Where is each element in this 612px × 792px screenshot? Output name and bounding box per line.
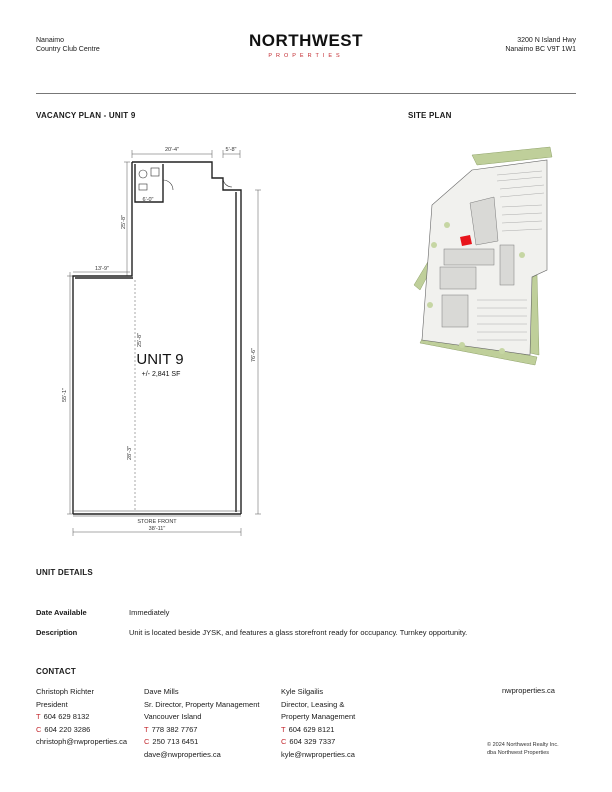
- site-plan-map: [402, 145, 562, 370]
- contact-role-line2: Vancouver Island: [144, 712, 202, 721]
- contact-phone-t: T 604 629 8132: [36, 712, 90, 721]
- unit-9-highlight: [460, 235, 472, 246]
- copyright-block: [487, 741, 559, 757]
- dim-mid-depth-a: 25'-8": [137, 332, 143, 348]
- vacancy-plan-title: VACANCY PLAN - UNIT 9: [36, 111, 136, 120]
- contact-phone-c: C 604 220 3286: [36, 724, 91, 734]
- copyright-text: © 2024 Northwest Realty Inc.: [487, 742, 559, 748]
- unit-area: +/- 2,841 SF: [141, 371, 181, 378]
- location-centre: Country Club Centre: [36, 46, 100, 53]
- dim-vestibule: 5'-8": [225, 147, 237, 153]
- dim-total-depth: 76'-6": [251, 347, 257, 363]
- dim-top-width: 20'-4": [164, 147, 180, 153]
- address-city: Nanaimo BC V9T 1W1: [505, 46, 576, 53]
- contact-phone-t: T 778 382 7767: [144, 724, 198, 734]
- header-divider: [36, 93, 576, 94]
- location-city: Nanaimo: [36, 37, 65, 44]
- unit-details-title: UNIT DETAILS: [36, 568, 93, 577]
- contact-role-line2: Property Management: [281, 712, 356, 721]
- contact-card-dave: [144, 686, 259, 761]
- dim-left-depth: 55'-1": [62, 387, 68, 403]
- contact-name: Kyle Silgailis: [281, 687, 324, 696]
- contact-phone-t: T 604 629 8121: [281, 724, 335, 734]
- address-street: 3200 N Island Hwy: [517, 37, 576, 44]
- description-value: Unit is located beside JYSK, and features a glass storefront ready for occupancy. Turnkey opportunity.: [129, 628, 468, 637]
- contact-phone-c: C 604 329 7337: [281, 737, 336, 746]
- contact-email-link[interactable]: christoph@nwproperties.ca: [36, 737, 127, 746]
- contact-name: Christoph Richter: [36, 687, 94, 696]
- dim-storefront-width: 38'-11": [148, 526, 166, 532]
- unit-label: UNIT 9: [136, 351, 184, 368]
- date-available-label: Date Available: [36, 608, 87, 617]
- dim-left-offset: 13'-9": [94, 266, 110, 272]
- site-plan-title: SITE PLAN: [408, 111, 452, 120]
- property-address: [505, 36, 576, 54]
- logo-text: NORTHWEST: [248, 31, 364, 50]
- website-link[interactable]: nwproperties.ca: [502, 686, 555, 695]
- contact-role: President: [36, 699, 68, 709]
- contact-card-christoph: [36, 686, 127, 749]
- logo-subtitle: PROPERTIES: [268, 53, 344, 59]
- contact-phone-c: C 250 713 6451: [144, 737, 199, 746]
- dim-mid-depth-b: 28'-3": [127, 445, 133, 461]
- contact-role: Director, Leasing &: [281, 699, 345, 709]
- contact-email-link[interactable]: dave@nwproperties.ca: [144, 749, 221, 759]
- dba-text: dba Northwest Properties: [487, 750, 550, 756]
- contact-email-link[interactable]: kyle@nwproperties.ca: [281, 749, 355, 759]
- contact-card-kyle: [281, 686, 355, 761]
- description-label: Description: [36, 628, 78, 637]
- date-available-value: Immediately: [129, 608, 170, 617]
- unit-floor-plan: [55, 140, 275, 540]
- dim-washroom: 6'-0": [142, 197, 154, 203]
- dim-upper-height: 25'-8": [121, 214, 127, 230]
- contact-title: CONTACT: [36, 667, 76, 676]
- contact-role: Sr. Director, Property Management: [144, 699, 260, 709]
- contact-name: Dave Mills: [144, 687, 179, 696]
- storefront-label: STORE FRONT: [137, 519, 177, 525]
